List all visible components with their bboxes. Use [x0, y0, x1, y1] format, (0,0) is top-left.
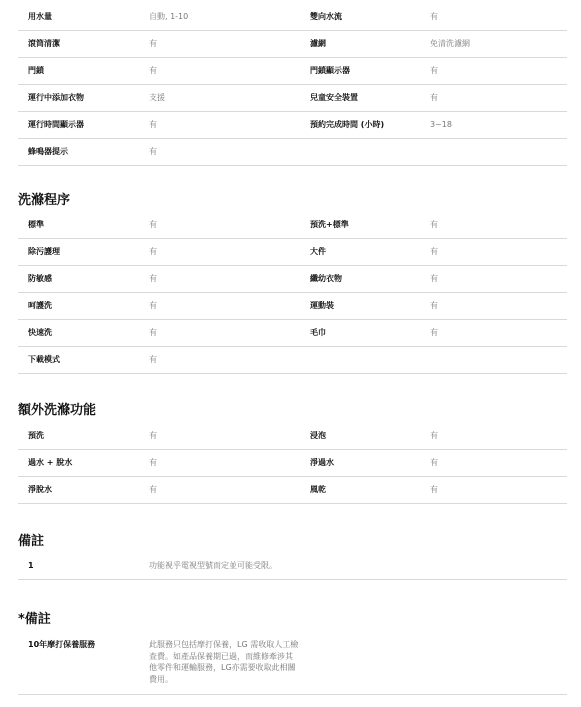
spec-label: 滾筒清潔 [28, 39, 60, 48]
table-row [18, 347, 567, 374]
spec-label: 蜂鳴器提示 [28, 147, 68, 156]
spec-value: 有 [430, 66, 438, 75]
spec-label: 預約完成時間 (小時) [310, 120, 385, 129]
program-label: 防敏感 [28, 274, 52, 283]
table-row [18, 239, 567, 266]
remarks-table [0, 553, 581, 580]
program-value: 有 [430, 220, 438, 229]
table-row [18, 112, 567, 139]
program-label: 標準 [28, 220, 44, 229]
table-row [18, 553, 567, 580]
program-label: 下載模式 [28, 355, 60, 364]
program-value: 有 [430, 274, 438, 283]
spec-value: 有 [149, 120, 157, 129]
spec-label: 雙向水流 [310, 12, 342, 21]
spec-value: 有 [149, 66, 157, 75]
table-row [18, 4, 567, 31]
extra-value: 有 [430, 431, 438, 440]
program-label: 快速洗 [28, 328, 52, 337]
program-label: 纖幼衣物 [310, 274, 342, 283]
program-value: 有 [149, 355, 157, 364]
spec-value: 有 [149, 39, 157, 48]
remark-text: 功能視乎電視型號而定並可能受限。 [149, 561, 277, 570]
program-label: 運動裝 [310, 301, 334, 310]
spec-value: 有 [430, 93, 438, 102]
remark-label: 1 [28, 561, 34, 570]
extra-label: 風乾 [310, 485, 326, 494]
table-row [18, 477, 567, 504]
spec-label: 運行時間顯示器 [28, 120, 84, 129]
spec-value: 3~18 [430, 120, 452, 129]
extra-value: 有 [430, 485, 438, 494]
spec-label: 門鎖 [28, 66, 44, 75]
section-title-programs: 洗滌程序 [18, 193, 71, 208]
extra-value: 有 [149, 458, 157, 467]
spec-value: 有 [149, 147, 157, 156]
extra-label: 預洗 [28, 431, 44, 440]
spec-table [0, 4, 581, 166]
extra-value: 有 [149, 485, 157, 494]
table-row [18, 632, 567, 695]
spec-label: 用水量 [28, 12, 52, 21]
program-value: 有 [149, 247, 157, 256]
program-value: 有 [149, 328, 157, 337]
extra-value: 有 [149, 431, 157, 440]
spec-label: 運行中添加衣物 [28, 93, 84, 102]
extra-label: 過水 + 脫水 [28, 458, 73, 467]
star-remarks-table [0, 632, 581, 695]
program-value: 有 [430, 328, 438, 337]
section-title-star-remarks: *備註 [18, 612, 51, 627]
table-row [18, 266, 567, 293]
star-remark-text: 此服務只包括摩打保養，LG 需收取人工檢查費。如產品保養期已過，而維修牽涉其他零件和運輸服務，LG亦需要收取此相關費用。 [149, 640, 299, 684]
extra-label: 淨脫水 [28, 485, 52, 494]
program-value: 有 [430, 247, 438, 256]
table-row [18, 31, 567, 58]
star-remark-label: 10年摩打保養服務 [28, 640, 96, 649]
spec-label: 濾網 [310, 39, 326, 48]
program-value: 有 [430, 301, 438, 310]
table-row [18, 139, 567, 166]
table-row [18, 58, 567, 85]
program-label: 除污護理 [28, 247, 60, 256]
program-value: 有 [149, 220, 157, 229]
program-value: 有 [149, 301, 157, 310]
table-row [18, 212, 567, 239]
spec-label: 門鎖顯示器 [310, 66, 350, 75]
spec-value: 免清洗濾網 [430, 39, 470, 48]
extras-table [0, 423, 581, 504]
table-row [18, 423, 567, 450]
section-title-extras: 額外洗滌功能 [18, 403, 97, 418]
table-row [18, 293, 567, 320]
spec-value: 自動, 1-10 [149, 12, 189, 21]
extra-value: 有 [430, 458, 438, 467]
program-label: 大件 [310, 247, 326, 256]
spec-value: 支援 [149, 93, 165, 102]
table-row [18, 85, 567, 112]
program-label: 預洗+標準 [310, 220, 349, 229]
program-label: 呵護洗 [28, 301, 52, 310]
programs-table [0, 212, 581, 374]
table-row [18, 320, 567, 347]
program-label: 毛巾 [310, 328, 326, 337]
spec-value: 有 [430, 12, 438, 21]
spec-label: 兒童安全裝置 [310, 93, 358, 102]
extra-label: 淨過水 [310, 458, 334, 467]
table-row [18, 450, 567, 477]
extra-label: 浸泡 [310, 431, 326, 440]
program-value: 有 [149, 274, 157, 283]
section-title-remarks: 備註 [18, 534, 45, 549]
